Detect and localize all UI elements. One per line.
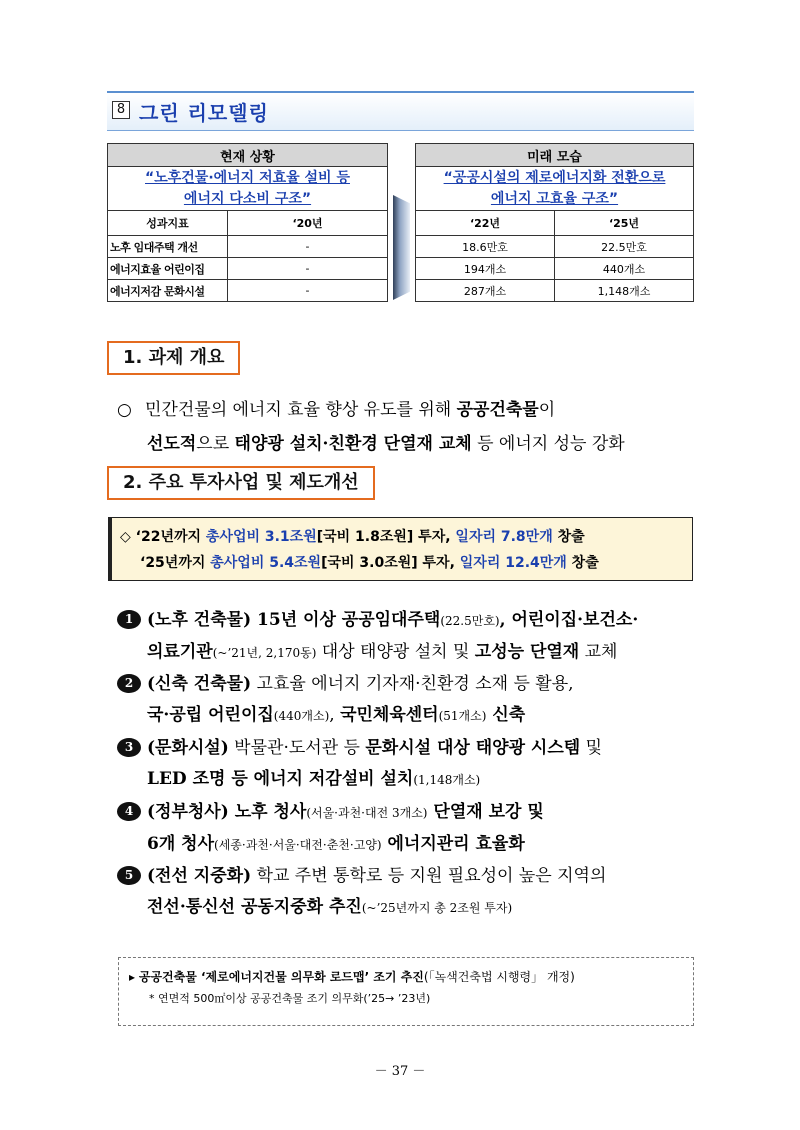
number-badge: 5 [117,866,141,885]
row-label: 에너지효율 어린이집 [108,258,228,280]
list-item [117,669,697,732]
quote-line: 에너지 다소비 구조” [183,190,312,207]
text: (신축 건축물) [147,674,252,694]
text: 창출 [552,529,585,545]
text: 고성능 단열재 [474,642,580,662]
overview-line [117,427,697,461]
quote-line: “공공시설의 제로에너지화 전환으로 [443,169,666,186]
notice-footnote: * 연면적 500㎡이상 공공건축물 조기 의무화(’25→ ’23년) [149,992,431,1005]
text: 6개 청사 [147,834,215,854]
number-badge: 2 [117,674,141,693]
text: 박물관·도서관 등 [228,738,366,758]
cell: 1,148개소 [555,280,694,302]
text: 문화시설 대상 태양광 시스템 [365,738,581,758]
text: LED 조명 등 에너지 저감설비 설치 [147,769,414,789]
text: (노후 건축물) 15년 이상 공공임대주택 [147,610,441,630]
cell: 18.6만호 [416,236,555,258]
table-row [416,280,694,302]
text: (문화시설) [147,738,229,758]
text: (51개소) [438,709,487,723]
text: ‘25년까지 [140,555,211,571]
section-number: 8 [112,101,130,119]
cell: 287개소 [416,280,555,302]
table-row [416,236,694,258]
summary-line [120,550,692,576]
section-title: 그린 리모델링 [139,101,269,125]
current-status-table [107,143,388,302]
investment-summary-box [108,517,693,581]
text: , [329,705,341,725]
list-item [117,861,697,924]
text: 태양광 설치·친환경 단열재 교체 [234,434,472,454]
text: 국·공립 어린이집 [147,705,274,725]
text: 선도적 [147,434,197,454]
number-badge: 3 [117,738,141,757]
cell: - [228,258,388,280]
text: 신축 [486,705,526,725]
text: 등 에너지 성능 강화 [471,434,625,454]
table-quote [108,167,388,211]
section-banner [107,91,694,131]
text: 교체 [579,642,618,662]
text: (~’21년, 2,170동) [212,646,317,660]
column-header: 성과지표 [108,211,228,236]
number-badge: 1 [117,610,141,629]
table-header: 현재 상황 [108,144,388,167]
text: (~’25년까지 총 2조원 투자) [361,901,513,915]
cell: 440개소 [555,258,694,280]
row-label: 노후 임대주택 개선 [108,236,228,258]
transition-arrow-icon [393,195,410,300]
cell: - [228,280,388,302]
overview-line [117,393,697,427]
summary-line [120,524,692,550]
quote-line: 에너지 고효율 구조” [490,190,619,207]
text: ‘22년까지 [135,529,206,545]
list-item [117,733,697,796]
text: [국비 1.8조원] 투자, [316,529,456,545]
table-header: 미래 모습 [416,144,694,167]
text: 총사업비 5.4조원 [210,555,322,571]
triangle-bullet-icon: ▸ [129,970,136,984]
text: 에너지관리 효율화 [381,834,525,854]
text: 공공건축물 [456,400,539,420]
diamond-icon: ◇ [120,529,131,545]
text: (1,148개소) [413,773,481,787]
text: , 어린이집·보건소· [499,610,639,630]
text: 으로 [196,434,235,454]
text: 공공건축물 ‘제로에너지건물 의무화 로드맵’ 조기 추진 [138,970,424,984]
column-header: ‘22년 [416,211,555,236]
text: 창출 [566,555,599,571]
table-row [108,258,388,280]
text: 및 [580,738,603,758]
text: (서울·과천·대전 3개소) [306,806,428,820]
number-badge: 4 [117,802,141,821]
text: 민간건물의 에너지 효율 향상 유도를 위해 [145,400,457,420]
text: 일자리 12.4만개 [459,555,567,571]
text: 국민체육센터 [340,705,439,725]
text: (22.5만호) [440,614,500,628]
text: (정부청사) 노후 청사 [147,802,307,822]
text: 의료기관 [147,642,213,662]
table-row [108,280,388,302]
text: 전선·통신선 공동지중화 추진 [147,897,362,917]
overview-paragraph [117,393,697,461]
quote-line: “노후건물·에너지 저효율 설비 등 [145,169,350,186]
bullet-icon: ○ [117,400,132,420]
column-header: ‘25년 [555,211,694,236]
text: (440개소) [273,709,330,723]
list-item [117,605,697,669]
future-state-table [415,143,694,302]
text: 학교 주변 통학로 등 지원 필요성이 높은 지역의 [251,866,607,886]
cell: 194개소 [416,258,555,280]
row-label: 에너지저감 문화시설 [108,280,228,302]
text: 총사업비 3.1조원 [205,529,317,545]
table-row [108,236,388,258]
text: [국비 3.0조원] 투자, [321,555,460,571]
text: 대상 태양광 설치 및 [316,642,475,662]
table-row [416,258,694,280]
cell: 22.5만호 [555,236,694,258]
list-item [117,797,697,861]
text: 단열재 보강 및 [427,802,544,822]
roadmap-notice-box [118,957,694,1026]
text: 고효율 에너지 기자재·친환경 소재 등 활용, [251,674,574,694]
text: 이 [538,400,556,420]
heading-overview: 1. 과제 개요 [107,341,240,375]
text: (전선 지중화) [147,866,252,886]
text: (「녹색건축법 시행령」 개정) [423,970,575,984]
table-quote [416,167,694,211]
page-number: － 37 － [374,1064,426,1079]
text: (세종·과천·서울·대전·춘천·고양) [214,838,382,852]
heading-investment: 2. 주요 투자사업 및 제도개선 [107,466,375,500]
cell: - [228,236,388,258]
column-header: ‘20년 [228,211,388,236]
text: 일자리 7.8만개 [455,529,553,545]
notice-line [129,966,683,988]
